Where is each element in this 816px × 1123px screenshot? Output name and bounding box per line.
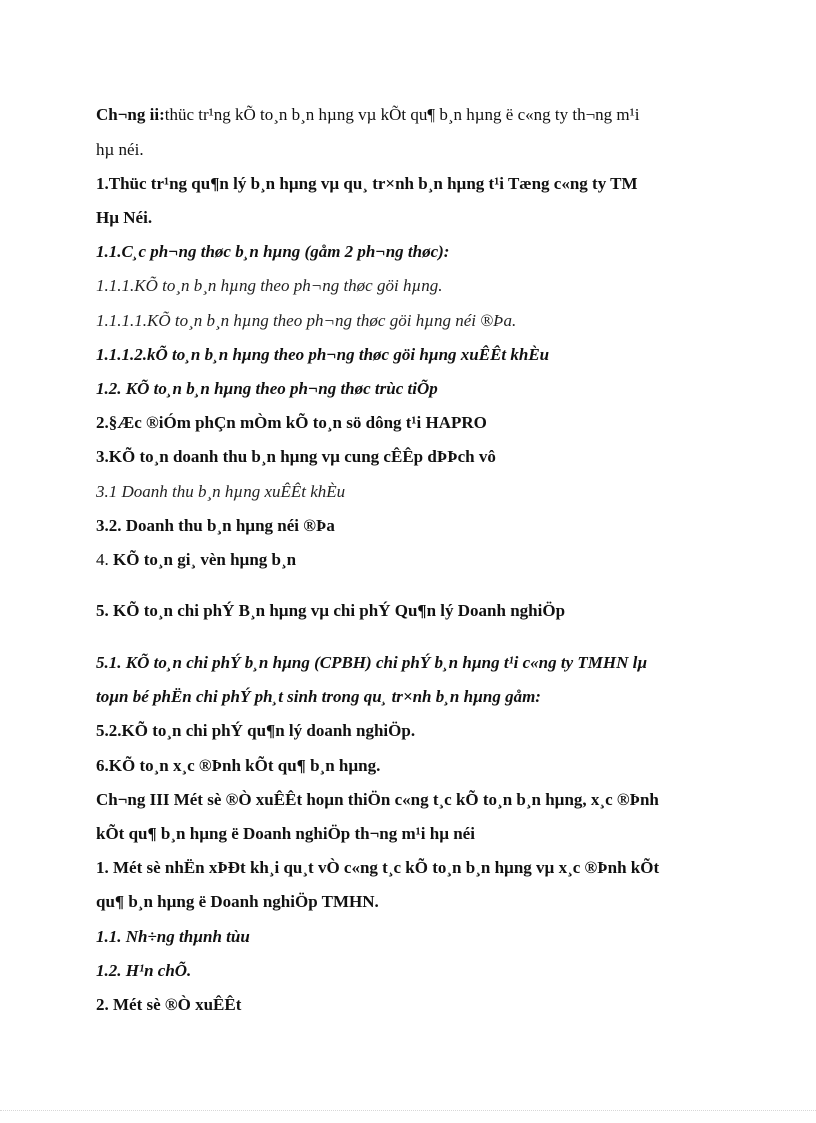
section-5-2-heading: 5.2.KÕ to¸n chi phÝ qu¶n lý doanh nghiÖp. [96, 721, 416, 740]
chapter-2-title: thüc tr¹ng kÕ to¸n b¸n hµng vµ kÕt qu¶ b¸n hµng ë c«ng ty th¬ng m¹i [164, 105, 640, 124]
chapter-3-section-1-heading-cont: qu¶ b¸n hµng ë Doanh nghiÖp TMHN. [96, 892, 379, 911]
section-1-1-1-heading: 1.1.1.KÕ to¸n b¸n hµng theo ph¬ng thøc göi hµng. [96, 276, 443, 295]
section-4-heading [96, 549, 296, 571]
section-4-number: 4. [96, 550, 109, 569]
chapter-2-prefix: Ch¬ng [96, 105, 146, 124]
section-1-1-heading: 1.1.C¸c ph¬ng thøc b¸n hµng (gåm 2 ph¬ng thøc): [96, 242, 450, 261]
page-bottom-rule [0, 1110, 816, 1111]
chapter-3-section-2-heading: 2. Mét sè ®Ò xuÊÊt [96, 995, 242, 1014]
chapter-3-section-1-2-heading: 1.2. H¹n chÕ. [96, 961, 192, 980]
chapter-3-heading: Ch¬ng III Mét sè ®Ò xuÊÊt hoµn thiÖn c«ng t¸c kÕ to¸n b¸n hµng, x¸c ®Þnh [96, 790, 659, 809]
section-1-heading: 1.Thüc tr¹ng qu¶n lý b¸n hµng vµ qu¸ tr×nh b¸n hµng t¹i Tæng c«ng ty TM [96, 174, 638, 193]
chapter-3-section-1-heading: 1. Mét sè nhËn xÞÐt kh¸i qu¸t vÒ c«ng t¸c kÕ to¸n b¸n hµng vµ x¸c ®Þnh kÕt [96, 858, 660, 877]
section-1-heading-cont: Hµ Néi. [96, 208, 153, 227]
chapter-3-section-1-1-heading: 1.1. Nh÷ng thµnh tùu [96, 927, 250, 946]
section-1-2-heading: 1.2. KÕ to¸n b¸n hµng theo ph¬ng thøc trùc tiÕp [96, 379, 438, 398]
section-5-1-heading: 5.1. KÕ to¸n chi phÝ b¸n hµng (CPBH) chi phÝ b¸n hµng t¹i c«ng ty TMHN lµ [96, 653, 648, 672]
chapter-2-number: ii: [149, 105, 165, 124]
section-4-title: KÕ to¸n gi¸ vèn hµng b¸n [108, 550, 297, 569]
chapter-2-title-cont: hµ néi. [96, 140, 144, 159]
section-1-1-1-1-heading: 1.1.1.1.KÕ to¸n b¸n hµng theo ph¬ng thøc göi hµng néi ®Þa. [96, 311, 517, 330]
section-5-1-heading-cont: toµn bé phËn chi phÝ ph¸t sinh trong qu¸ tr×nh b¸n hµng gåm: [96, 687, 541, 706]
section-6-heading: 6.KÕ to¸n x¸c ®Þnh kÕt qu¶ b¸n hµng. [96, 756, 381, 775]
section-1-1-1-2-heading: 1.1.1.2.kÕ to¸n b¸n hµng theo ph¬ng thøc göi hµng xuÊÊt khÈu [96, 345, 550, 364]
section-3-1-heading: 3.1 Doanh thu b¸n hµng xuÊÊt khÈu [96, 482, 346, 501]
section-3-heading: 3.KÕ to¸n doanh thu b¸n hµng vµ cung cÊÊp dÞÞch vô [96, 447, 496, 466]
section-5-heading: 5. KÕ to¸n chi phÝ B¸n hµng vµ chi phÝ Qu¶n lý Doanh nghiÖp [96, 601, 566, 620]
section-3-2-heading: 3.2. Doanh thu b¸n hµng néi ®Þa [96, 516, 335, 535]
section-2-heading: 2.§Æc ®iÓm phÇn mÒm kÕ to¸n sö dông t¹i HAPRO [96, 413, 487, 432]
chapter-2-heading [96, 104, 639, 126]
chapter-3-heading-cont: kÕt qu¶ b¸n hµng ë Doanh nghiÖp th¬ng m¹i hµ néi [96, 824, 475, 843]
